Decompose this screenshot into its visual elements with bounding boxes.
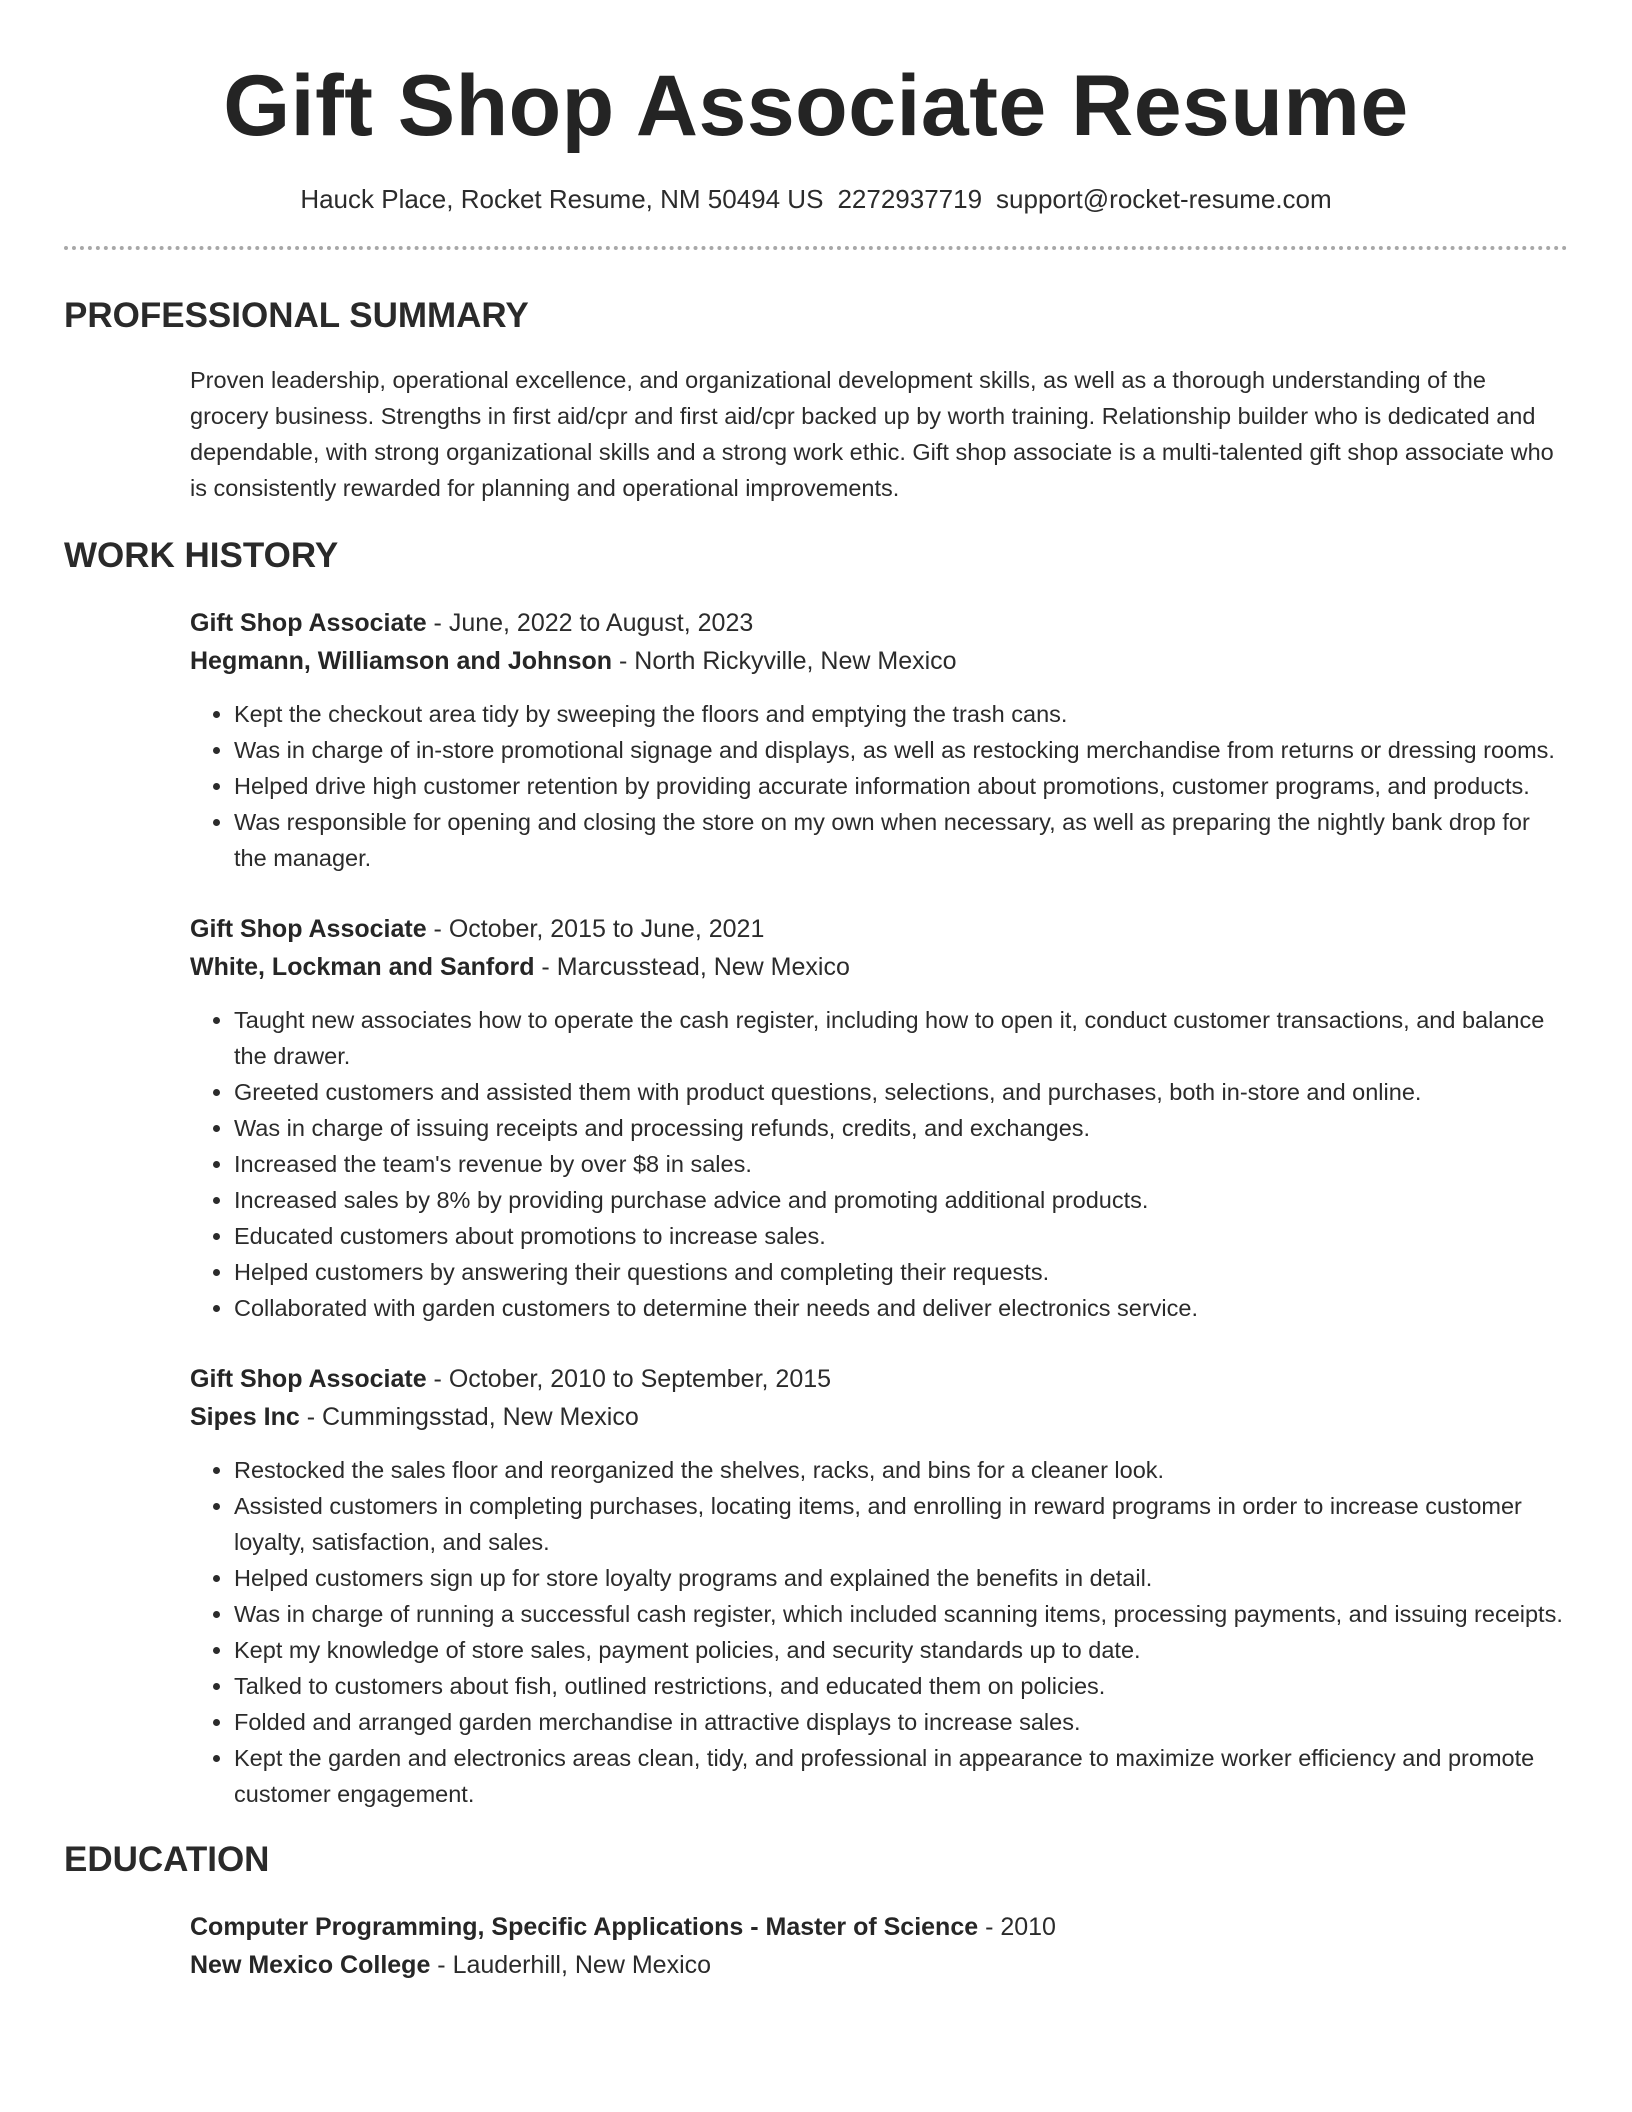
job-location: - Cummingsstad, New Mexico (299, 1403, 639, 1431)
summary-text: Proven leadership, operational excellence, and organizational development skills, as well as a thorough understanding of the grocery business. Strengths in first aid/cpr and first aid/cpr backed up by worth training. Relationship builder who is dedicated and dependable, with strong organizational skills and a strong work ethic. Gift shop associate is a multi-talented gift shop associate who is consistently rewarded for planning and operational improvements. (190, 367, 1554, 501)
education-location: - Lauderhill, New Mexico (430, 1951, 712, 1979)
education-entry (190, 1908, 1568, 1984)
job-company: Sipes Inc (190, 1403, 300, 1431)
job-entry (190, 604, 1568, 876)
job-bullet: • Kept the garden and electronics areas clean, tidy, and professional in appearance to maximize worker efficiency and promote customer engagement. (234, 1740, 1568, 1812)
job-bullet: • Helped drive high customer retention by providing accurate information about promotions, customer programs, and products. (234, 768, 1568, 804)
job-bullet: • Folded and arranged garden merchandise in attractive displays to increase sales. (234, 1704, 1568, 1740)
job-company-line (190, 642, 1568, 680)
job-bullet: • Assisted customers in completing purchases, locating items, and enrolling in reward programs in order to increase customer loyalty, satisfaction, and sales. (234, 1488, 1568, 1560)
job-entry (190, 1360, 1568, 1812)
job-bullet: • Was in charge of issuing receipts and processing refunds, credits, and exchanges. (234, 1110, 1568, 1146)
education-degree: Computer Programming, Specific Applications - Master of Science (190, 1913, 979, 1941)
job-role: Gift Shop Associate (190, 1365, 427, 1393)
job-bullet: • Kept the checkout area tidy by sweeping the floors and emptying the trash cans. (234, 696, 1568, 732)
job-bullet: • Was in charge of in-store promotional signage and displays, as well as restocking merchandise from returns or dressing rooms. (234, 732, 1568, 768)
job-bullets (190, 1452, 1568, 1812)
job-role-line (190, 1360, 1568, 1398)
job-company-line (190, 948, 1568, 986)
job-bullet: • Kept my knowledge of store sales, payment policies, and security standards up to date. (234, 1632, 1568, 1668)
resume-title: Gift Shop Associate Resume (223, 58, 1409, 154)
job-bullets (190, 1002, 1568, 1326)
education-degree-line (190, 1908, 1568, 1946)
job-bullet: • Talked to customers about fish, outlined restrictions, and educated them on policies. (234, 1668, 1568, 1704)
job-role: Gift Shop Associate (190, 609, 427, 637)
job-bullet: • Increased the team's revenue by over $8 in sales. (234, 1146, 1568, 1182)
header-divider (64, 246, 1568, 250)
job-role: Gift Shop Associate (190, 915, 427, 943)
job-bullets (190, 696, 1568, 876)
job-bullet: • Greeted customers and assisted them with product questions, selections, and purchases, both in-store and online. (234, 1074, 1568, 1110)
job-bullet: • Collaborated with garden customers to determine their needs and deliver electronics service. (234, 1290, 1568, 1326)
job-dates: - June, 2022 to August, 2023 (426, 609, 754, 637)
job-entry (190, 910, 1568, 1326)
contact-address: Hauck Place, Rocket Resume, NM 50494 US (300, 184, 824, 214)
job-bullet: • Increased sales by 8% by providing purchase advice and promoting additional products. (234, 1182, 1568, 1218)
job-bullet: • Educated customers about promotions to increase sales. (234, 1218, 1568, 1254)
education-school-line (190, 1946, 1568, 1984)
job-dates: - October, 2010 to September, 2015 (426, 1365, 832, 1393)
job-role-line (190, 604, 1568, 642)
job-bullet: • Was in charge of running a successful cash register, which included scanning items, processing payments, and issuing receipts. (234, 1596, 1568, 1632)
job-bullet: • Was responsible for opening and closing the store on my own when necessary, as well as preparing the nightly bank drop for the manager. (234, 804, 1568, 876)
job-role-line (190, 910, 1568, 948)
job-dates: - October, 2015 to June, 2021 (426, 915, 765, 943)
contact-email: support@rocket-resume.com (996, 184, 1332, 214)
job-company: White, Lockman and Sanford (190, 953, 535, 981)
contact-phone: 2272937719 (837, 184, 983, 214)
job-company-line (190, 1398, 1568, 1436)
job-bullet: • Restocked the sales floor and reorganized the shelves, racks, and bins for a cleaner look. (234, 1452, 1568, 1488)
contact-line (64, 182, 1568, 216)
job-bullet: • Helped customers by answering their questions and completing their requests. (234, 1254, 1568, 1290)
job-bullet: • Helped customers sign up for store loyalty programs and explained the benefits in detail. (234, 1560, 1568, 1596)
education-year: - 2010 (978, 1913, 1056, 1941)
job-location: - North Rickyville, New Mexico (612, 647, 957, 675)
job-company: Hegmann, Williamson and Johnson (190, 647, 613, 675)
job-location: - Marcusstead, New Mexico (534, 953, 850, 981)
section-title-education: EDUCATION (64, 1840, 270, 1879)
resume-page (64, 0, 1568, 1984)
section-title-work-history: WORK HISTORY (64, 536, 339, 575)
section-title-summary: PROFESSIONAL SUMMARY (64, 296, 529, 335)
education-school: New Mexico College (190, 1951, 431, 1979)
job-bullet: • Taught new associates how to operate the cash register, including how to open it, conduct customer transactions, and balance the drawer. (234, 1002, 1568, 1074)
